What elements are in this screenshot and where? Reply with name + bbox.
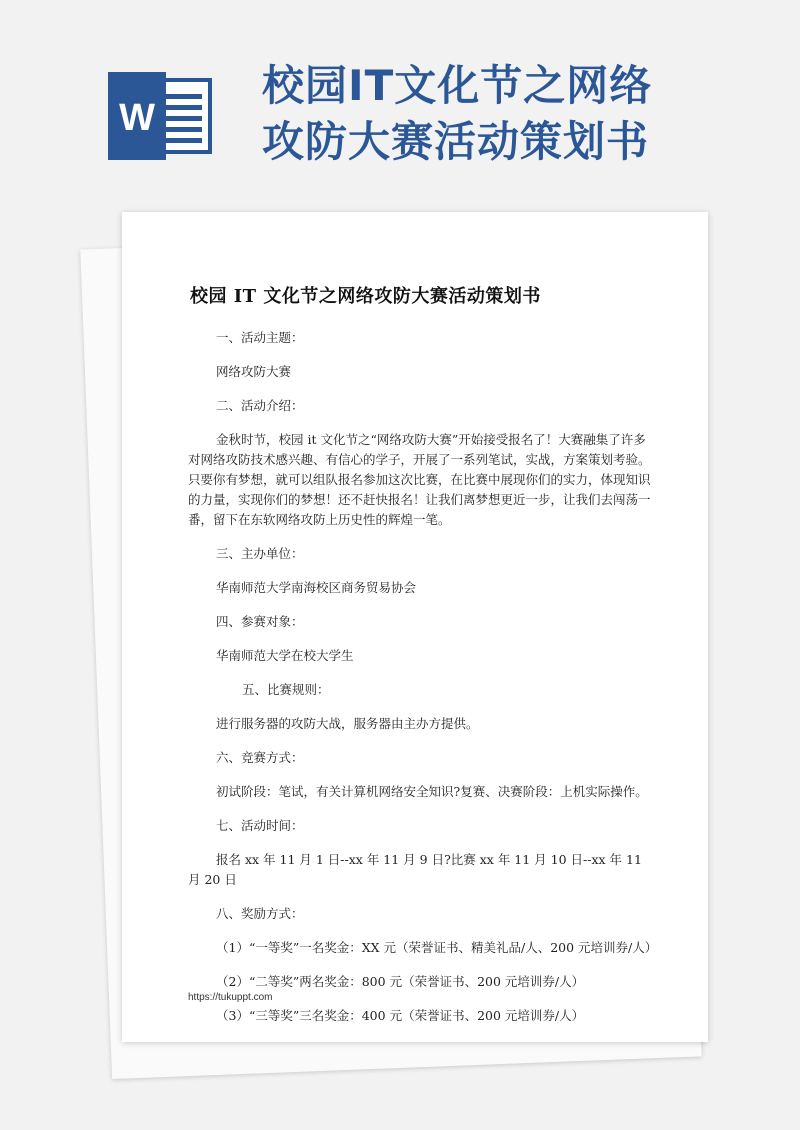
word-document-icon <box>108 72 216 160</box>
banner-title-line-1: 校园IT文化节之网络 <box>262 61 653 110</box>
section-text-organizer: 华南师范大学南海校区商务贸易协会 <box>216 580 417 595</box>
section-heading-rules: 五、比赛规则： <box>242 682 330 697</box>
section-heading-organizer: 三、主办单位： <box>216 546 304 561</box>
section-heading-intro: 二、活动介绍： <box>216 398 304 413</box>
award-first-prize: （1）“一等奖”一名奖金：XX 元（荣誉证书、精美礼品/人、200 元培训券/人） <box>216 940 658 955</box>
document-page <box>122 212 708 1042</box>
word-icon-letter: W <box>119 97 155 139</box>
section-heading-theme: 一、活动主题： <box>216 330 304 345</box>
award-third-prize: （3）“三等奖”三名奖金：400 元（荣誉证书、200 元培训券/人） <box>216 1008 585 1023</box>
document-body <box>188 328 658 1040</box>
section-heading-awards: 八、奖励方式： <box>216 906 304 921</box>
document-title: 校园 IT 文化节之网络攻防大赛活动策划书 <box>190 286 541 307</box>
banner-title <box>262 58 782 170</box>
section-text-intro: 金秋时节，校园 it 文化节之“网络攻防大赛”开始接受报名了！大赛融集了许多对网络攻防技术感兴趣、有信心的学子，开展了一系列笔试，实战，方案策划考验。只要你有梦想，就可以组队报名参加这次比赛，在比赛中展现你们的实力，体现知识的力量，实现你们的梦想！还不赶快报名！让我们离梦想更近一步，让我们去闯荡一番，留下在东软网络攻防上历史性的辉煌一笔。 <box>188 432 651 527</box>
award-second-prize: （2）“二等奖”两名奖金：800 元（荣誉证书、200 元培训券/人） <box>216 974 585 989</box>
section-text-format: 初试阶段：笔试，有关计算机网络安全知识?复赛、决赛阶段：上机实际操作。 <box>216 784 648 799</box>
section-text-time: 报名 xx 年 11 月 1 日--xx 年 11 月 9 日?比赛 xx 年 11 月 10 日--xx 年 11 月 20 日 <box>188 852 642 887</box>
section-heading-format: 六、竞赛方式： <box>216 750 304 765</box>
section-heading-time: 七、活动时间： <box>216 818 304 833</box>
section-text-theme: 网络攻防大赛 <box>216 364 292 379</box>
header-banner <box>0 0 800 200</box>
section-text-rules: 进行服务器的攻防大战，服务器由主办方提供。 <box>216 716 479 731</box>
section-text-participants: 华南师范大学在校大学生 <box>216 648 354 663</box>
footer-url: https://tukuppt.com <box>188 992 273 1003</box>
section-heading-participants: 四、参赛对象： <box>216 614 304 629</box>
banner-title-line-2: 攻防大赛活动策划书 <box>262 117 650 166</box>
